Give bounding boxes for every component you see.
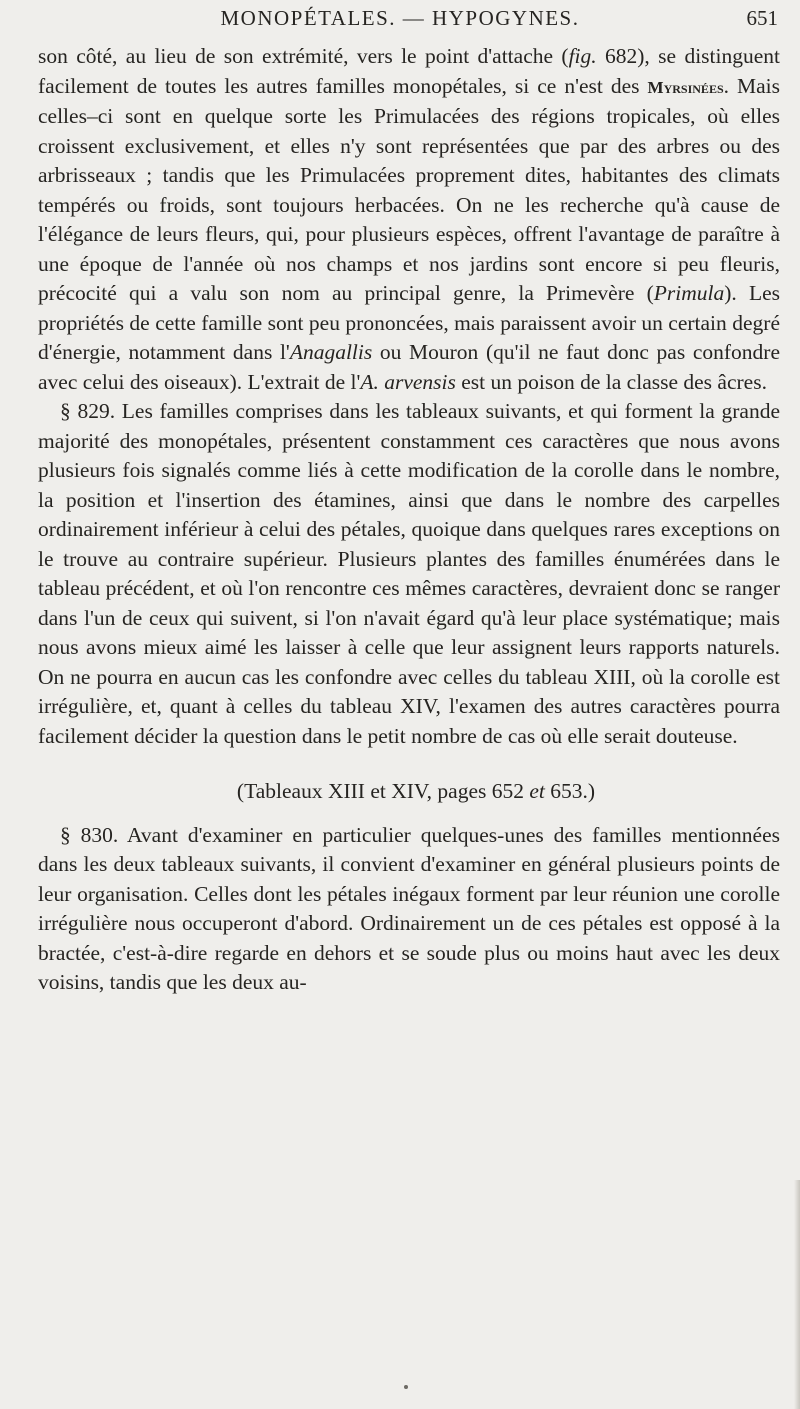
text-run: § 830. Avant d'examiner en particulier quelques-unes des familles mentionnées dans les deux tableaux suivants, il convient d'examiner en général plusieurs points de leur organisation. Celles dont les pétales inégaux forment par leur réunion une corolle irrégulière nous occuperont d'abord. Ordinairement un de ces pétales est opposé à la bractée, c'est-à-dire regarde en dehors et se soude plus ou moins haut avec les deux voisins, tandis que les deux au- (38, 822, 780, 994)
running-head (0, 6, 800, 36)
text-run: 682), se distinguent facilement de toutes les autres familles monopétales, si ce n'est des (38, 44, 780, 98)
italic-term: fig. (568, 44, 597, 68)
paragraph-829 (38, 397, 780, 751)
text-run: ). Les propriétés de cette famille sont peu prononcées, mais paraissent avoir un certain degré d'énergie, notamment dans l' (38, 281, 780, 364)
text-run: son côté, au lieu de son extrémité, vers le point d'attache ( (38, 44, 569, 68)
italic-term: Primula (653, 281, 725, 305)
italic-term: Anagallis (289, 340, 373, 364)
text-run: 653.) (544, 779, 596, 803)
text-run: est un poison de la classe des âcres. (455, 369, 767, 394)
italic-term: et (529, 779, 545, 803)
text-run: § 829. Les familles comprises dans les tableaux suivants, et qui forment la grande majorité des monopétales, présentent constamment ces caractères que nous avons plusieurs fois signalés comme liés à cette modification de la corolle dans le nombre, la position et l'insertion des étamines, ainsi que dans le nombre des carpelles ordinairement inférieur à celui des pétales, quoique dans quelques rares exceptions on le trouve au contraire supérieur. Plusieurs plantes des familles énumérées dans le tableau précédent, et où l'on rencontre ces mêmes caractères, devraient donc se ranger dans l'un de ceux qui suivent, si l'on n'avait égard qu'à leur place systématique; mais nous avons mieux aimé les laisser à celle que leur assignent leurs rapports naturels. On ne pourra en aucun cas les confondre avec celles du tableau XIII, où la corolle est irrégulière, et, quant à celles du tableau XIV, l'examen des autres caractères pourra facilement décider la question dans le petit nombre de cas où elle serait douteuse. (38, 399, 780, 748)
paragraph-830 (38, 821, 780, 998)
italic-term: A. arvensis (360, 369, 456, 394)
text-run: (Tableaux XIII et XIV, pages 652 (236, 779, 530, 803)
body-text (38, 42, 780, 998)
running-head-title: MONOPÉTALES. — HYPOGYNES. (220, 6, 580, 30)
small-caps-term: Myrsinées (647, 77, 724, 97)
text-run: . Mais celles–ci sont en quelque sorte les Primulacées des régions tropicales, où elles croissent exclusivement, et elles n'y sont représentées que par des arbres ou des arbrisseaux ; tandis que les Primulacées proprement dites, habitantes des climats tempérés ou froids, sont toujours herbacées. On ne les recherche qu'à cause de l'élégance de leurs fleurs, qui, pour plusieurs espèces, offrent l'avantage de paraître à une époque de l'année où nos champs et nos jardins sont encore si peu fleuris, précocité qui a valu son nom au principal genre, la Primevère ( (38, 73, 781, 305)
table-reference (38, 777, 780, 807)
paragraph-primulacees (38, 42, 780, 397)
page-edge-shadow (794, 1180, 800, 1409)
page-number: 651 (746, 6, 778, 30)
ink-speck (404, 1385, 408, 1389)
text-run: ou Mouron (qu'il ne faut donc pas confondre avec celui des oiseaux). L'extrait de l' (38, 340, 780, 394)
